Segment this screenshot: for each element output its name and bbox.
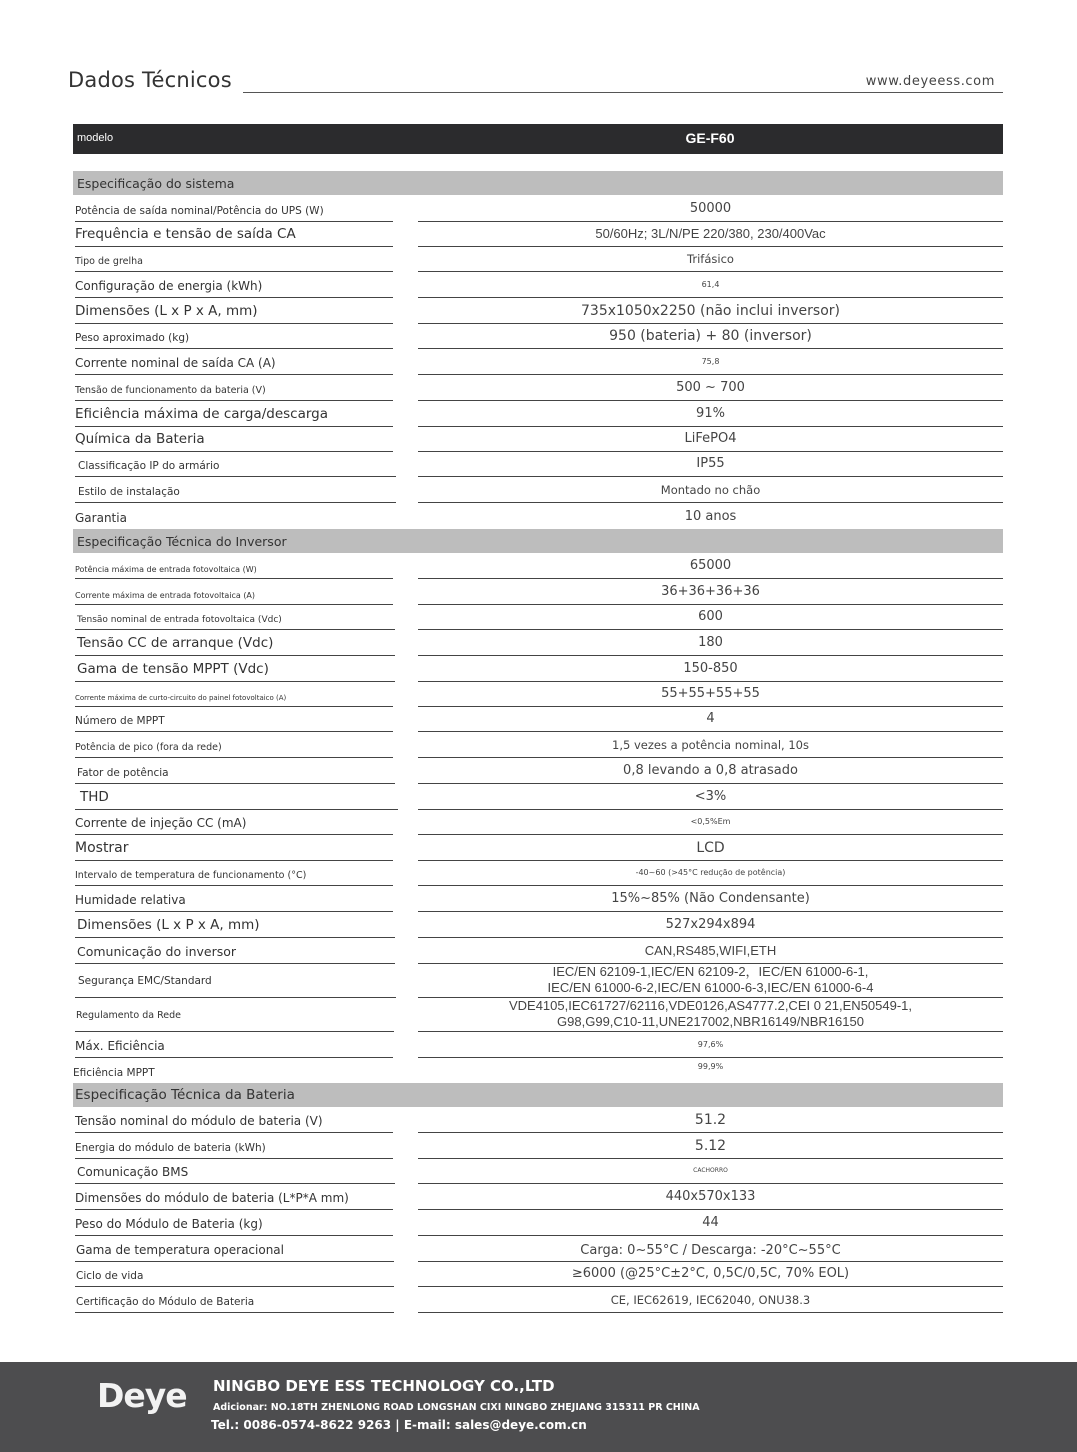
spec-label: Dimensões do módulo de bateria (L*P*A mm) <box>75 1191 393 1210</box>
spec-label: Eficiência MPPT <box>73 1067 155 1079</box>
spec-value: 65000 <box>418 558 1003 579</box>
spec-label: Peso do Módulo de Bateria (kg) <box>75 1217 393 1236</box>
model-value: GE-F60 <box>685 130 735 146</box>
company-address: Adicionar: NO.18TH ZHENLONG ROAD LONGSHAN CIXI NINGBO ZHEJIANG 315311 PR CHINA <box>213 1402 700 1413</box>
spec-label: Comunicação BMS <box>75 1165 395 1184</box>
spec-label: Corrente de injeção CC (mA) <box>75 816 393 835</box>
footer-bar <box>0 1362 1077 1452</box>
spec-label: Número de MPPT <box>75 715 393 732</box>
spec-row <box>73 630 1003 656</box>
spec-label: Tensão de funcionamento da bateria (V) <box>75 385 393 401</box>
spec-row <box>73 1184 1003 1210</box>
spec-row <box>73 861 1003 886</box>
spec-label: Energia do módulo de bateria (kWh) <box>75 1142 393 1159</box>
spec-value: 91% <box>418 406 1003 427</box>
spec-value: 44 <box>418 1215 1003 1236</box>
company-name: NINGBO DEYE ESS TECHNOLOGY CO.,LTD <box>213 1377 555 1395</box>
website-link[interactable]: www.deyeess.com <box>865 74 995 89</box>
spec-label: Intervalo de temperatura de funcionamento (°C) <box>75 870 393 886</box>
spec-value: 735x1050x2250 (não inclui inversor) <box>418 303 1003 324</box>
spec-value: 4 <box>418 711 1003 732</box>
section-inverter-header <box>73 529 1003 553</box>
spec-value: 55+55+55+55 <box>418 686 1003 707</box>
spec-label: Tensão nominal do módulo de bateria (V) <box>75 1114 393 1133</box>
spec-row <box>73 349 1003 375</box>
spec-value: 36+36+36+36 <box>418 584 1003 605</box>
spec-row <box>73 1159 1003 1184</box>
spec-value-line: IEC/EN 61000-6-2,IEC/EN 61000-6-3,IEC/EN 61000-6-4 <box>547 980 874 995</box>
spec-row <box>73 452 1003 477</box>
spec-label: Potência de saída nominal/Potência do UPS (W) <box>75 205 393 222</box>
spec-label: Gama de tensão MPPT (Vdc) <box>75 661 395 682</box>
spec-row <box>73 1032 1003 1058</box>
section-battery-header <box>73 1083 1003 1107</box>
spec-label: Dimensões (L x P x A, mm) <box>75 303 393 324</box>
spec-label: Classificação IP do armário <box>75 460 396 477</box>
spec-row <box>73 835 1003 861</box>
spec-value: CE, IEC62619, IEC62040, ONU38.3 <box>418 1292 1003 1313</box>
spec-value: 500 ~ 700 <box>418 380 1003 401</box>
spec-label: Gama de temperatura operacional <box>75 1243 394 1262</box>
spec-label: Corrente nominal de saída CA (A) <box>75 356 393 375</box>
spec-row <box>73 732 1003 758</box>
spec-label: Corrente máxima de curto-circuito do painel fotovoltaico (A) <box>75 694 393 707</box>
spec-label: Comunicação do inversor <box>75 944 395 964</box>
spec-value: <3% <box>418 789 1003 810</box>
spec-row <box>73 375 1003 401</box>
spec-row <box>73 1133 1003 1159</box>
spec-label: Humidade relativa <box>75 893 393 912</box>
spec-value: Trifásico <box>418 251 1003 272</box>
spec-label: Regulamento da Rede <box>75 1010 394 1032</box>
spec-value: 10 anos <box>684 509 737 524</box>
spec-value: ≥6000 (@25°C±2°C, 0,5C/0,5C, 70% EOL) <box>418 1266 1003 1287</box>
spec-label: Química da Bateria <box>75 431 393 452</box>
spec-row <box>73 477 1003 503</box>
section-title: Especificação Técnica do Inversor <box>77 534 287 549</box>
section-title: Especificação do sistema <box>77 176 235 191</box>
spec-label: Peso aproximado (kg) <box>75 332 393 349</box>
spec-value: 0,8 levando a 0,8 atrasado <box>418 763 1003 784</box>
spec-row <box>73 656 1003 682</box>
spec-row <box>73 298 1003 324</box>
spec-value-line: G98,G99,C10-11,UNE217002,NBR16149/NBR16150 <box>557 1014 864 1029</box>
spec-value: 50000 <box>418 201 1003 222</box>
spec-label: Corrente máxima de entrada fotovoltaica (A) <box>75 591 393 605</box>
spec-row <box>73 247 1003 272</box>
section-system-header <box>73 171 1003 195</box>
spec-value: 15%~85% (Não Condensante) <box>418 891 1003 912</box>
spec-label: Tensão nominal de entrada fotovoltaica (Vdc) <box>75 615 395 630</box>
spec-row <box>73 1210 1003 1236</box>
spec-value-line: VDE4105,IEC61727/62116,VDE0126,AS4777.2,CEI 0 21,EN50549-1, <box>508 998 913 1013</box>
spec-value: 99,9% <box>697 1062 724 1071</box>
deye-logo: Deye <box>97 1376 187 1415</box>
spec-row <box>73 998 1003 1032</box>
spec-row <box>73 222 1003 247</box>
spec-value-line: IEC/EN 62109-1,IEC/EN 62109-2，IEC/EN 61000-6-1, <box>552 964 869 979</box>
spec-row <box>73 1236 1003 1262</box>
spec-row <box>73 682 1003 707</box>
spec-row <box>73 938 1003 964</box>
model-header-bar <box>73 124 1003 154</box>
spec-label: Máx. Eficiência <box>75 1039 393 1058</box>
spec-value: 527x294x894 <box>418 917 1003 938</box>
spec-row <box>73 758 1003 784</box>
spec-row <box>73 196 1003 222</box>
spec-value: 1,5 vezes a potência nominal, 10s <box>418 737 1003 758</box>
spec-row <box>73 886 1003 912</box>
spec-row <box>73 810 1003 835</box>
spec-value: CAN,RS485,WIFI,ETH <box>418 943 1003 964</box>
spec-value: IP55 <box>418 456 1003 477</box>
spec-value: -40~60 (>45°C redução de potência) <box>418 865 1003 886</box>
spec-label: Eficiência máxima de carga/descarga <box>75 406 393 427</box>
spec-value: Carga: 0~55°C / Descarga: -20°C~55°C <box>418 1243 1003 1262</box>
spec-value <box>418 998 1003 1032</box>
spec-value: 5.12 <box>418 1138 1003 1159</box>
spec-value: 440x570x133 <box>418 1189 1003 1210</box>
spec-label: Dimensões (L x P x A, mm) <box>75 917 395 938</box>
section-title: Especificação Técnica da Bateria <box>75 1087 295 1103</box>
spec-row <box>73 427 1003 452</box>
spec-row <box>73 1107 1003 1133</box>
spec-label: Estilo de instalação <box>75 486 396 503</box>
spec-value: CACHORRO <box>418 1163 1003 1184</box>
spec-row <box>73 503 1003 529</box>
spec-label: Configuração de energia (kWh) <box>75 279 393 298</box>
spec-value: 75,8 <box>418 354 1003 375</box>
spec-label: THD <box>75 789 398 810</box>
spec-value: Montado no chão <box>418 482 1003 503</box>
spec-row <box>73 784 1003 810</box>
spec-row <box>73 1287 1003 1313</box>
spec-value: 51.2 <box>418 1112 1003 1133</box>
spec-value: 97,6% <box>418 1037 1003 1058</box>
spec-row <box>73 1262 1003 1287</box>
spec-value: 600 <box>418 609 1003 630</box>
spec-row <box>73 912 1003 938</box>
spec-value: <0,5%Em <box>418 814 1003 835</box>
spec-label: Certificação do Módulo de Bateria <box>75 1296 394 1313</box>
spec-value: 61,4 <box>418 277 1003 298</box>
spec-row <box>73 324 1003 349</box>
spec-row <box>73 272 1003 298</box>
spec-value: 150-850 <box>418 661 1003 682</box>
spec-value: 950 (bateria) + 80 (inversor) <box>418 328 1003 349</box>
page-title: Dados Técnicos <box>68 68 232 92</box>
spec-label: Potência máxima de entrada fotovoltaica (W) <box>75 565 393 579</box>
spec-value <box>418 964 1003 998</box>
spec-label: Potência de pico (fora da rede) <box>75 742 393 758</box>
spec-row <box>73 579 1003 605</box>
spec-label: Segurança EMC/Standard <box>75 975 396 998</box>
spec-label: Mostrar <box>75 840 393 861</box>
spec-row <box>73 964 1003 998</box>
spec-row <box>73 401 1003 427</box>
spec-row <box>73 553 1003 579</box>
spec-value: LiFePO4 <box>418 431 1003 452</box>
spec-value: LCD <box>418 840 1003 861</box>
model-label: modelo <box>77 132 114 144</box>
spec-label: Ciclo de vida <box>75 1270 394 1287</box>
spec-row <box>73 605 1003 630</box>
spec-row <box>73 707 1003 732</box>
spec-value: 50/60Hz; 3L/N/PE 220/380, 230/400Vac <box>418 226 1003 247</box>
spec-row <box>73 1058 1003 1083</box>
spec-label: Tensão CC de arranque (Vdc) <box>75 635 395 656</box>
title-divider <box>243 92 1003 93</box>
spec-label: Tipo de grelha <box>75 256 393 272</box>
spec-label: Fator de potência <box>75 767 395 784</box>
company-contact: Tel.: 0086-0574-8622 9263 | E-mail: sales@deye.com.cn <box>211 1418 587 1432</box>
spec-label: Frequência e tensão de saída CA <box>75 226 393 247</box>
spec-label: Garantia <box>75 511 127 525</box>
spec-value: 180 <box>418 635 1003 656</box>
